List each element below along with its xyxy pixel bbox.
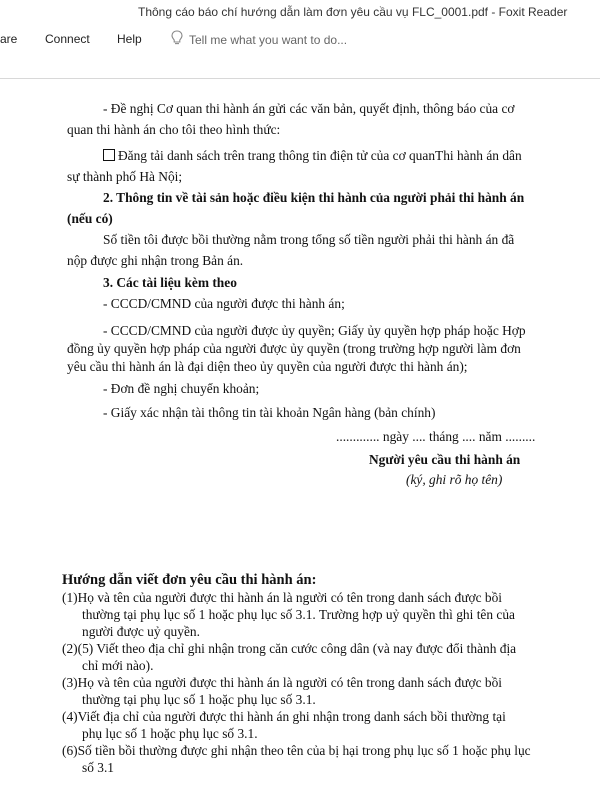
tab-help[interactable]: Help <box>117 32 142 46</box>
section-heading: 2. Thông tin về tài sản hoặc điều kiện thi hành của người phải thi hành án <box>103 190 525 205</box>
tab-connect[interactable]: Connect <box>45 32 90 46</box>
guide-line: chỉ mới nào). <box>82 658 154 673</box>
doc-line: sự thành phố Hà Nội; <box>67 169 183 184</box>
guide-line: (3)Họ và tên của người được thi hành án là người có tên trong danh sách được bồi <box>62 675 502 690</box>
guide-line: thường tại phụ lục số 1 hoặc phụ lục số 3.1. <box>82 692 316 707</box>
guide-title: Hướng dẫn viết đơn yêu cầu thi hành án: <box>62 572 317 588</box>
doc-line: - CCCD/CMND của người được thi hành án; <box>103 296 345 311</box>
lightbulb-icon <box>171 30 189 49</box>
doc-line: đồng ủy quyền hợp pháp của người được ủy quyền (trong trường hợp người làm đơn <box>67 341 521 356</box>
guide-line: (2)(5) Viết theo địa chỉ ghi nhận trong căn cước công dân (và nay được đổi thành địa <box>62 641 517 656</box>
guide-line: phụ lục số 1 hoặc phụ lục số 3.1. <box>82 726 258 741</box>
doc-line: - CCCD/CMND của người được ủy quyền; Giấy ủy quyền hợp pháp hoặc Hợp <box>103 323 526 338</box>
doc-line: nộp được ghi nhận trong Bản án. <box>67 253 244 268</box>
guide-line: thường tại phụ lục số 1 hoặc phụ lục số 3.1. Trường hợp uỷ quyền thì ghi tên của <box>82 607 515 622</box>
ribbon-bar <box>0 25 600 79</box>
signer-title: Người yêu cầu thi hành án <box>369 452 521 467</box>
checkbox-icon <box>103 149 115 161</box>
section-heading: (nếu có) <box>67 211 113 226</box>
section-heading: 3. Các tài liệu kèm theo <box>103 275 237 290</box>
tab-share[interactable]: are <box>0 32 18 46</box>
doc-line: - Đơn đề nghị chuyển khoản; <box>103 381 260 396</box>
doc-line: - Giấy xác nhận tài thông tin tài khoản Ngân hàng (bản chính) <box>103 405 436 420</box>
guide-line: (4)Viết địa chỉ của người được thi hành án ghi nhận trong danh sách bồi thường tại <box>62 709 506 724</box>
document-page <box>0 79 600 800</box>
signer-note: (ký, ghi rõ họ tên) <box>406 472 503 487</box>
tell-me-box[interactable] <box>171 30 347 49</box>
doc-line: Số tiền tôi được bồi thường nằm trong tổng số tiền người phải thi hành án đã <box>103 232 515 247</box>
doc-line: Đăng tải danh sách trên trang thông tin điện tử của cơ quanThi hành án dân <box>103 147 522 165</box>
date-line: ............. ngày .... tháng .... năm ......... <box>336 429 536 444</box>
guide-line: (1)Họ và tên của người được thi hành án là người có tên trong danh sách được bồi <box>62 590 502 605</box>
guide-line: (6)Số tiền bồi thường được ghi nhận theo tên của bị hại trong phụ lục số 1 hoặc phụ lục <box>62 743 531 758</box>
window-titlebar <box>0 0 600 25</box>
tell-me-input[interactable]: Tell me what you want to do... <box>189 32 348 47</box>
guide-line: số 3.1 <box>82 760 114 775</box>
doc-line: quan thi hành án cho tôi theo hình thức: <box>67 122 281 137</box>
doc-line: yêu cầu thi hành án là đại diện theo ủy quyền của người được thi hành án); <box>67 359 468 374</box>
window-title: Thông cáo báo chí hướng dẫn làm đơn yêu cầu vụ FLC_0001.pdf - Foxit Reader <box>138 5 568 19</box>
doc-line: - Đề nghị Cơ quan thi hành án gửi các văn bản, quyết định, thông báo của cơ <box>103 101 515 116</box>
guide-line: người được uỷ quyền. <box>82 624 200 639</box>
